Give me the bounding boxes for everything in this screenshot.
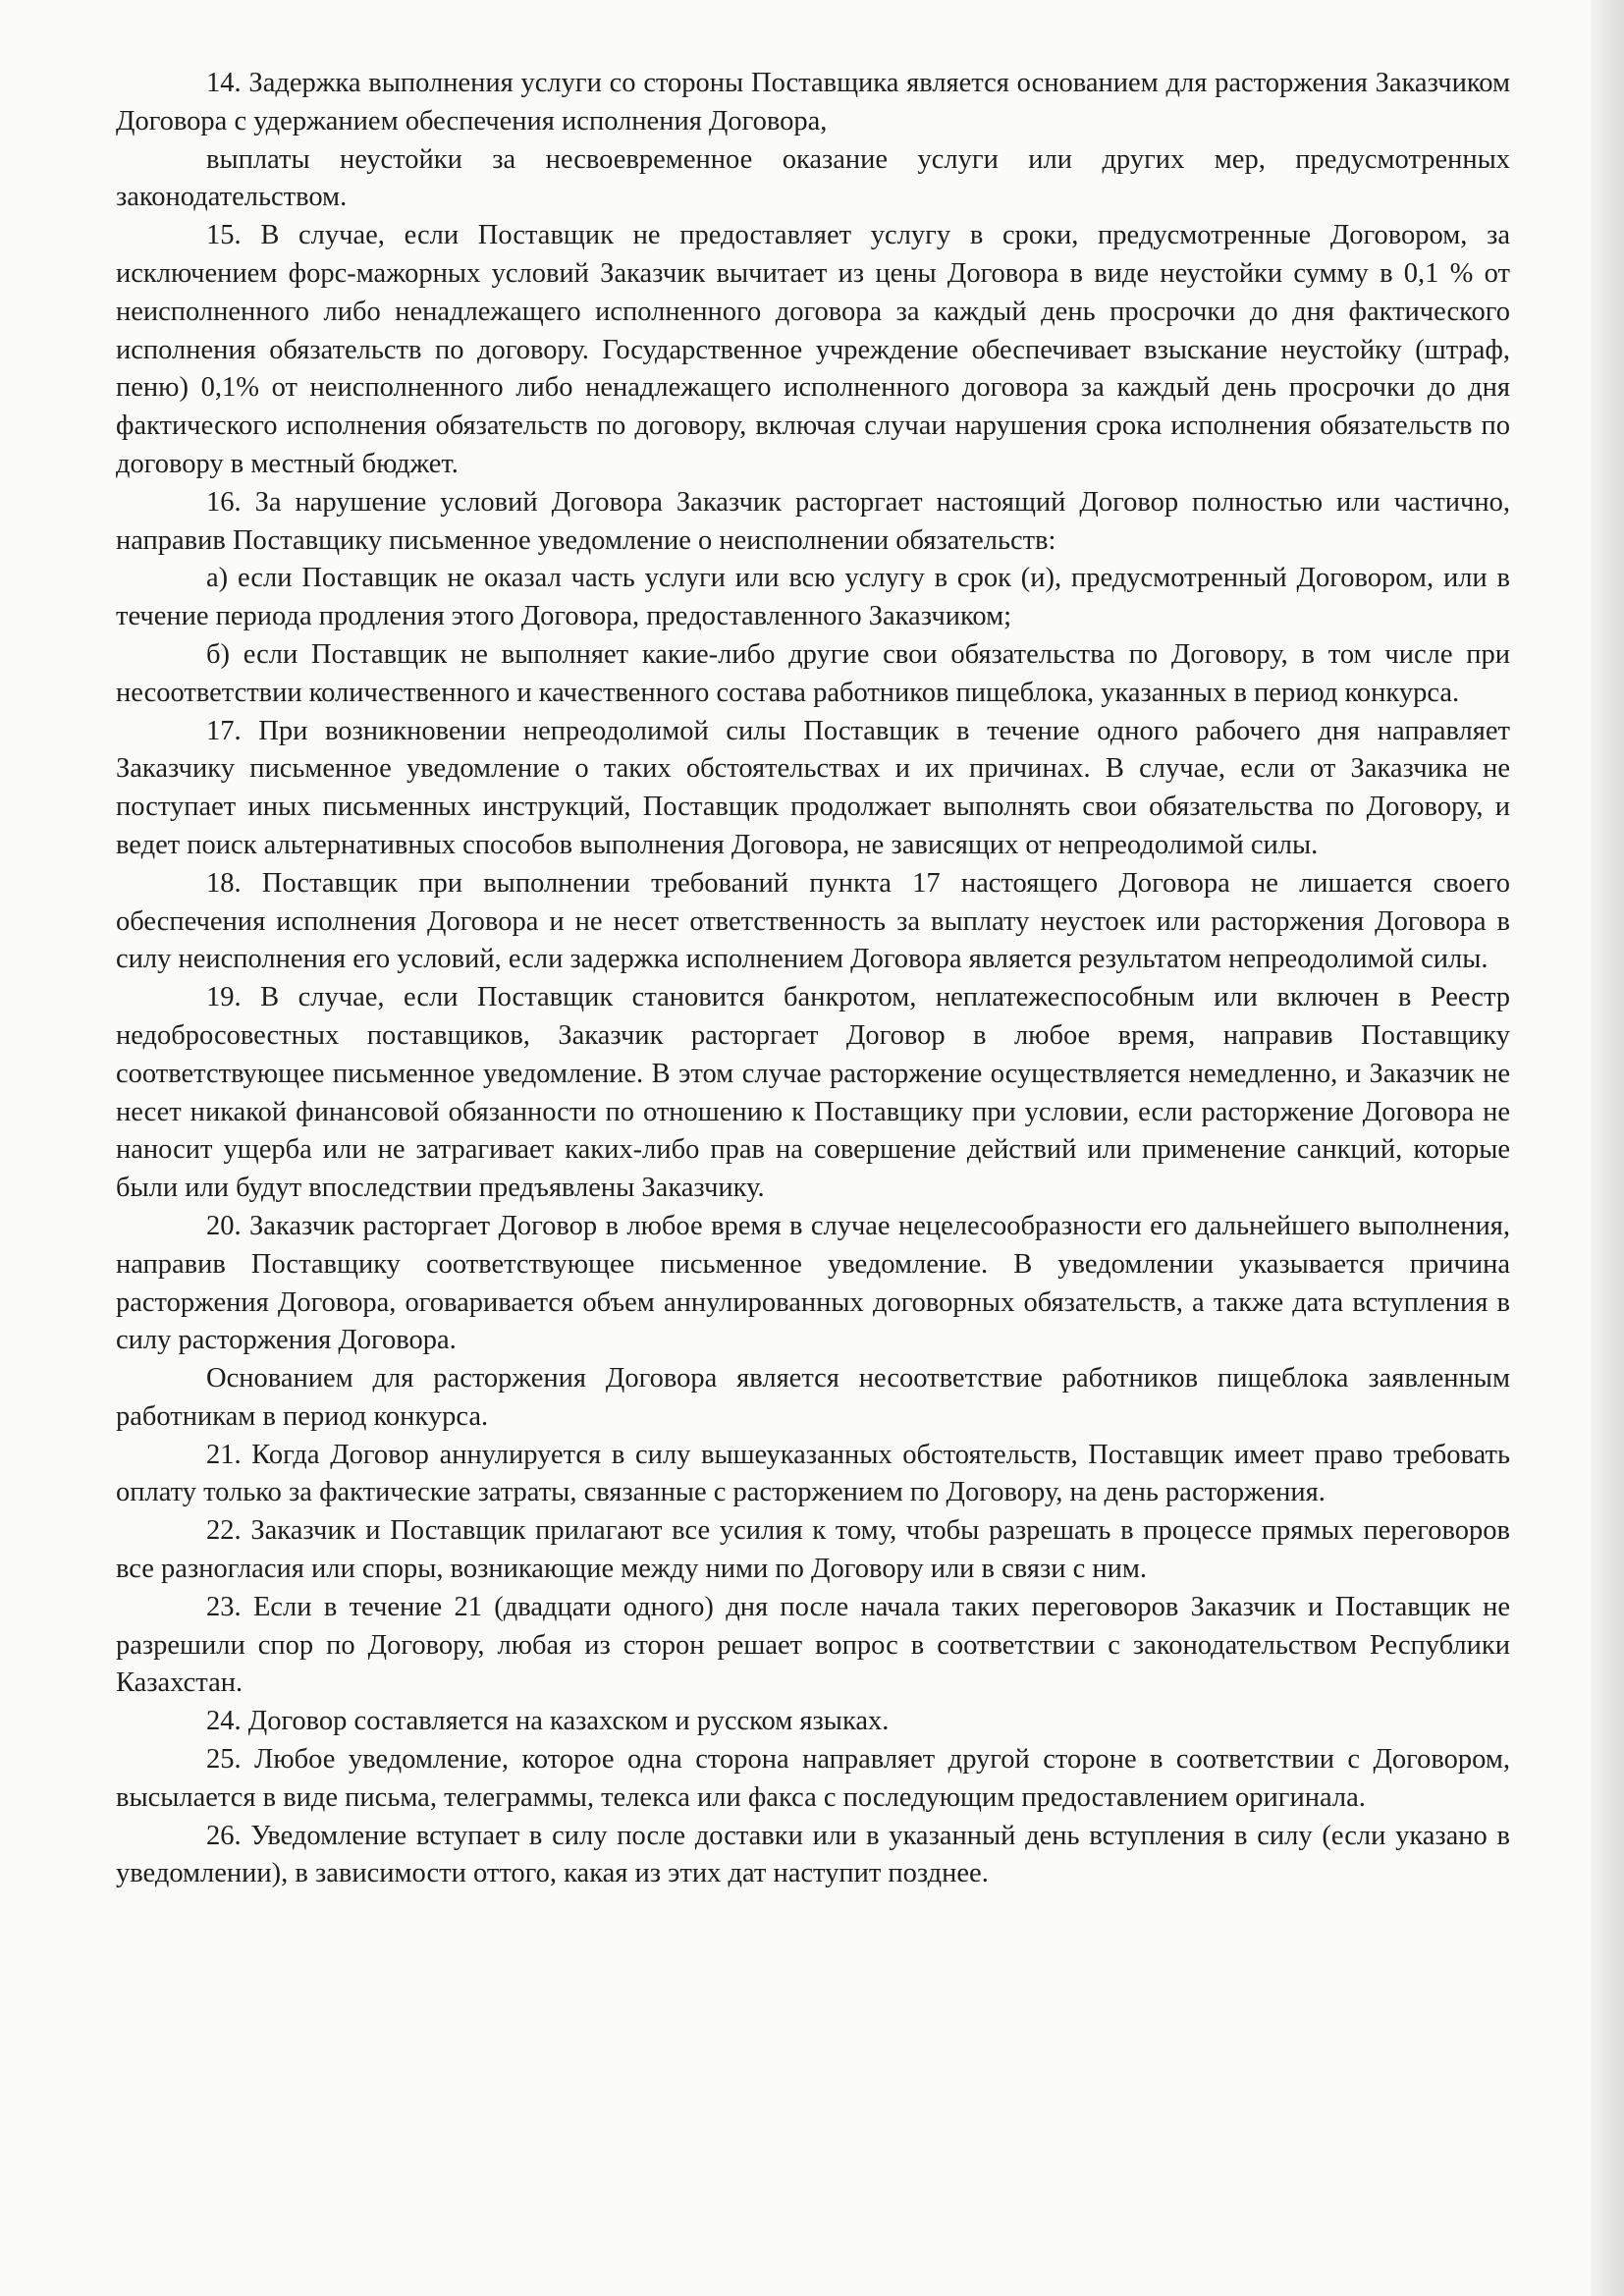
paragraph-17: 17. При возникновении непреодолимой силы Поставщик в течение одного рабочего дня направляет Заказчику письменное уведомление о таких обстоятельствах и их причинах. В случае, если от Заказчика не поступает иных письменных инструкций, Поставщик продолжает выполнять свои обязательства по Договору, и ведет поиск альтернативных способов выполнения Договора, не зависящих от непреодолимой силы. <box>116 715 1510 860</box>
paragraph-24: 24. Договор составляется на казахском и русском языках. <box>206 1706 890 1737</box>
paragraph-20-basis: Основанием для расторжения Договора является несоответствие работников пищеблока заявленным работникам в период конкурса. <box>116 1363 1510 1432</box>
paragraph-16-b: б) если Поставщик не выполняет какие-либо другие свои обязательства по Договору, в том числе при несоответствии количественного и качественного состава работников пищеблока, указанных в период конкурса. <box>116 638 1510 708</box>
paragraph-14-continuation: выплаты неустойки за несвоевременное оказание услуги или других мер, предусмотренных законодательством. <box>116 143 1510 213</box>
paragraph-18: 18. Поставщик при выполнении требований пункта 17 настоящего Договора не лишается своего обеспечения исполнения Договора и не несет ответственность за выплату неустоек или расторжения Договора в силу неисполнения его условий, если задержка исполнением Договора является результатом непреодолимой силы. <box>116 867 1510 975</box>
paragraph-20: 20. Заказчик расторгает Договор в любое время в случае нецелесообразности его дальнейшего выполнения, направив Поставщику соответствующее письменное уведомление. В уведомлении указывается причина расторжения Договора, оговаривается объем аннулированных договорных обязательств, а также дата вступления в силу расторжения Договора. <box>116 1210 1510 1356</box>
paragraph-16-a: а) если Поставщик не оказал часть услуги или всю услугу в срок (и), предусмотренный Договором, или в течение периода продления этого Договора, предоставленного Заказчиком; <box>116 563 1510 632</box>
paragraph-21: 21. Когда Договор аннулируется в силу вышеуказанных обстоятельств, Поставщик имеет право требовать оплату только за фактические затраты, связанные с расторжением по Договору, на день расторжения. <box>116 1439 1510 1508</box>
paragraph-22: 22. Заказчик и Поставщик прилагают все усилия к тому, чтобы разрешать в процессе прямых переговоров все разногласия или споры, возникающие между ними по Договору или в связи с ним. <box>116 1515 1510 1585</box>
paragraph-23: 23. Если в течение 21 (двадцати одного) дня после начала таких переговоров Заказчик и Поставщик не разрешили спор по Договору, любая из сторон решает вопрос в соответствии с законодательством Республики Казахстан. <box>116 1591 1510 1699</box>
paragraph-15: 15. В случае, если Поставщик не предоставляет услугу в сроки, предусмотренные Договором, за исключением форс-мажорных условий Заказчик вычитает из цены Договора в виде неустойки сумму в 0,1 % от неисполненного либо ненадлежащего исполненного договора за каждый день просрочки до дня фактического исполнения обязательств по договору. Государственное учреждение обеспечивает взыскание неустойку (штраф, пеню) 0,1% от неисполненного либо ненадлежащего исполненного договора за каждый день просрочки до дня фактического исполнения обязательств по договору, включая случаи нарушения срока исполнения обязательств по договору в местный бюджет. <box>116 220 1510 479</box>
paragraph-19: 19. В случае, если Поставщик становится банкротом, неплатежеспособным или включен в Реестр недобросовестных поставщиков, Заказчик расторгает Договор в любое время, направив Поставщику соответствующее письменное уведомление. В этом случае расторжение осуществляется немедленно, и Заказчик не несет никакой финансовой обязанности по отношению к Поставщику при условии, если расторжение Договора не наносит ущерба или не затрагивает каких-либо прав на совершение действий или применение санкций, которые были или будут впоследствии предъявлены Заказчику. <box>116 982 1510 1204</box>
paragraph-25: 25. Любое уведомление, которое одна сторона направляет другой стороне в соответствии с Договором, высылается в виде письма, телеграммы, телекса или факса с последующим предоставлением оригинала. <box>116 1744 1510 1813</box>
paragraph-16: 16. За нарушение условий Договора Заказчик расторгает настоящий Договор полностью или частично, направив Поставщику письменное уведомление о неисполнении обязательств: <box>116 486 1510 556</box>
paragraph-14: 14. Задержка выполнения услуги со стороны Поставщика является основанием для расторжения Заказчиком Договора с удержанием обеспечения исполнения Договора, <box>116 68 1510 137</box>
contract-text <box>116 65 1510 1893</box>
paragraph-26: 26. Уведомление вступает в силу после доставки или в указанный день вступления в силу (если указано в уведомлении), в зависимости оттого, какая из этих дат наступит позднее. <box>116 1820 1510 1889</box>
scan-page-edge <box>1591 0 1624 2296</box>
